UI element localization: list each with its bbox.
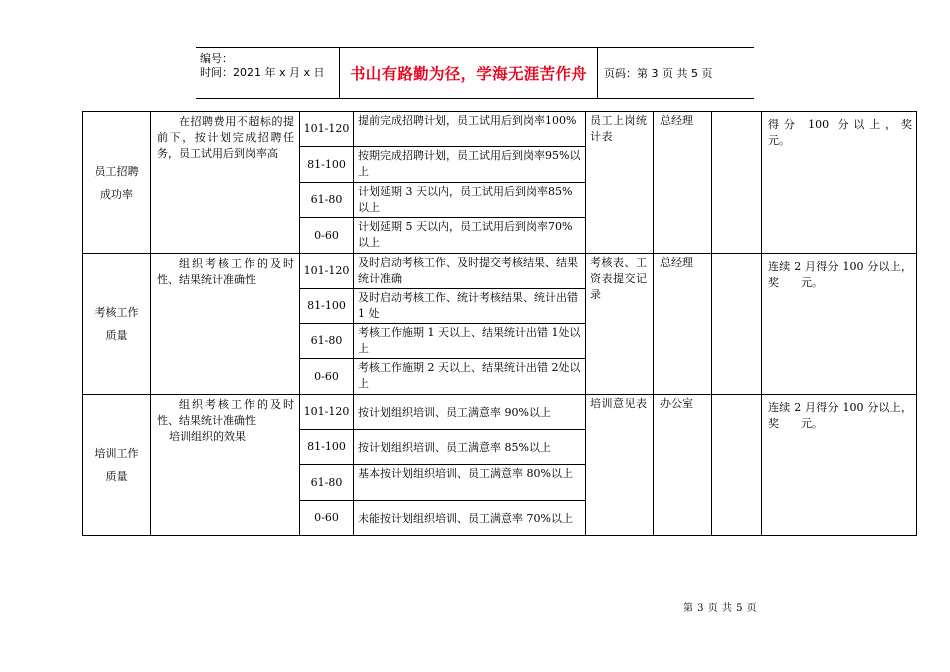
- score-standard: 考核工作施期 2 天以上、结果统计出错 2处以上: [354, 359, 586, 395]
- kpi-description-cell: [151, 254, 300, 395]
- kpi-description: 组织考核工作的及时性、结果统计准确性: [157, 398, 294, 427]
- score-range: 101-120: [300, 112, 354, 147]
- table-row: [83, 395, 917, 430]
- number-label: 编号：: [200, 52, 233, 65]
- motto-text: 书山有路勤为径，学海无涯苦作舟: [349, 65, 587, 83]
- kpi-name: 考核工作质量: [94, 306, 139, 342]
- page-code: 页码：第 3 页 共 5 页: [604, 67, 713, 80]
- score-standard: 提前完成招聘计划，员工试用后到岗率100%: [354, 112, 586, 147]
- data-source: 培训意见表: [586, 395, 654, 536]
- kpi-description-cell: [151, 395, 300, 536]
- score-standard: 计划延期 5 天以内，员工试用后到岗率70%以上: [354, 218, 586, 254]
- header-meta: [196, 48, 339, 98]
- score-standard: 计划延期 3 天以内，员工试用后到岗率85%以上: [354, 183, 586, 218]
- score-range: 61-80: [300, 324, 354, 359]
- score-standard: 及时启动考核工作、统计考核结果、统计出错 1 处: [354, 289, 586, 324]
- score-range: 81-100: [300, 430, 354, 465]
- blank-cell: [712, 395, 762, 536]
- score-range: 0-60: [300, 359, 354, 395]
- score-standard: 及时启动考核工作、及时提交考核结果、结果统计准确: [354, 254, 586, 289]
- score-range: 101-120: [300, 395, 354, 430]
- kpi-name-cell: [83, 112, 151, 254]
- kpi-name-cell: [83, 395, 151, 536]
- score-standard: 按计划组织培训、员工满意率 85%以上: [354, 430, 586, 465]
- kpi-name: 员工招聘成功率: [94, 164, 139, 201]
- blank-cell: [712, 112, 762, 254]
- table-row: [83, 112, 917, 147]
- blank-cell: [712, 254, 762, 395]
- kpi-description-extra: 培训组织的效果: [169, 430, 246, 443]
- page-header: [196, 47, 754, 99]
- score-range: 81-100: [300, 289, 354, 324]
- kpi-description-cell: [151, 112, 300, 254]
- score-range: 0-60: [300, 501, 354, 536]
- page-footer: 第 3 页 共 5 页: [683, 603, 758, 614]
- assessment-table: [82, 111, 945, 536]
- reward-rule: 连续 2 月得分 100 分以上，奖 元。: [762, 395, 917, 536]
- reward-rule: 连续 2 月得分 100 分以上，奖 元。: [762, 254, 917, 395]
- header-motto-cell: [339, 48, 598, 98]
- score-standard: 考核工作施期 1 天以上、结果统计出错 1处以上: [354, 324, 586, 359]
- header-page-cell: [597, 48, 754, 98]
- assessor: 总经理: [654, 254, 712, 395]
- data-source: 考核表、工资表提交记录: [586, 254, 654, 395]
- score-standard: 按期完成招聘计划，员工试用后到岗率95%以上: [354, 147, 586, 183]
- score-range: 61-80: [300, 465, 354, 501]
- score-standard: 基本按计划组织培训、员工满意率 80%以上: [354, 465, 586, 501]
- kpi-description: 在招聘费用不超标的提前下，按计划完成招聘任务，员工试用后到岗率高: [157, 115, 294, 160]
- score-standard: 未能按计划组织培训、员工满意率 70%以上: [354, 501, 586, 536]
- score-range: 61-80: [300, 183, 354, 218]
- reward-rule: 得分 100 分以上，奖 元。: [762, 112, 917, 254]
- score-range: 0-60: [300, 218, 354, 254]
- time-label: 时间：2021 年 x 月 x 日: [200, 66, 325, 79]
- kpi-name-cell: [83, 254, 151, 395]
- assessor: 办公室: [654, 395, 712, 536]
- table-row: [83, 254, 917, 289]
- score-range: 101-120: [300, 254, 354, 289]
- data-source: 员工上岗统计表: [586, 112, 654, 254]
- assessor: 总经理: [654, 112, 712, 254]
- kpi-description: 组织考核工作的及时性、结果统计准确性: [157, 257, 294, 286]
- score-standard: 按计划组织培训、员工满意率 90%以上: [354, 395, 586, 430]
- score-range: 81-100: [300, 147, 354, 183]
- kpi-name: 培训工作质量: [94, 447, 139, 483]
